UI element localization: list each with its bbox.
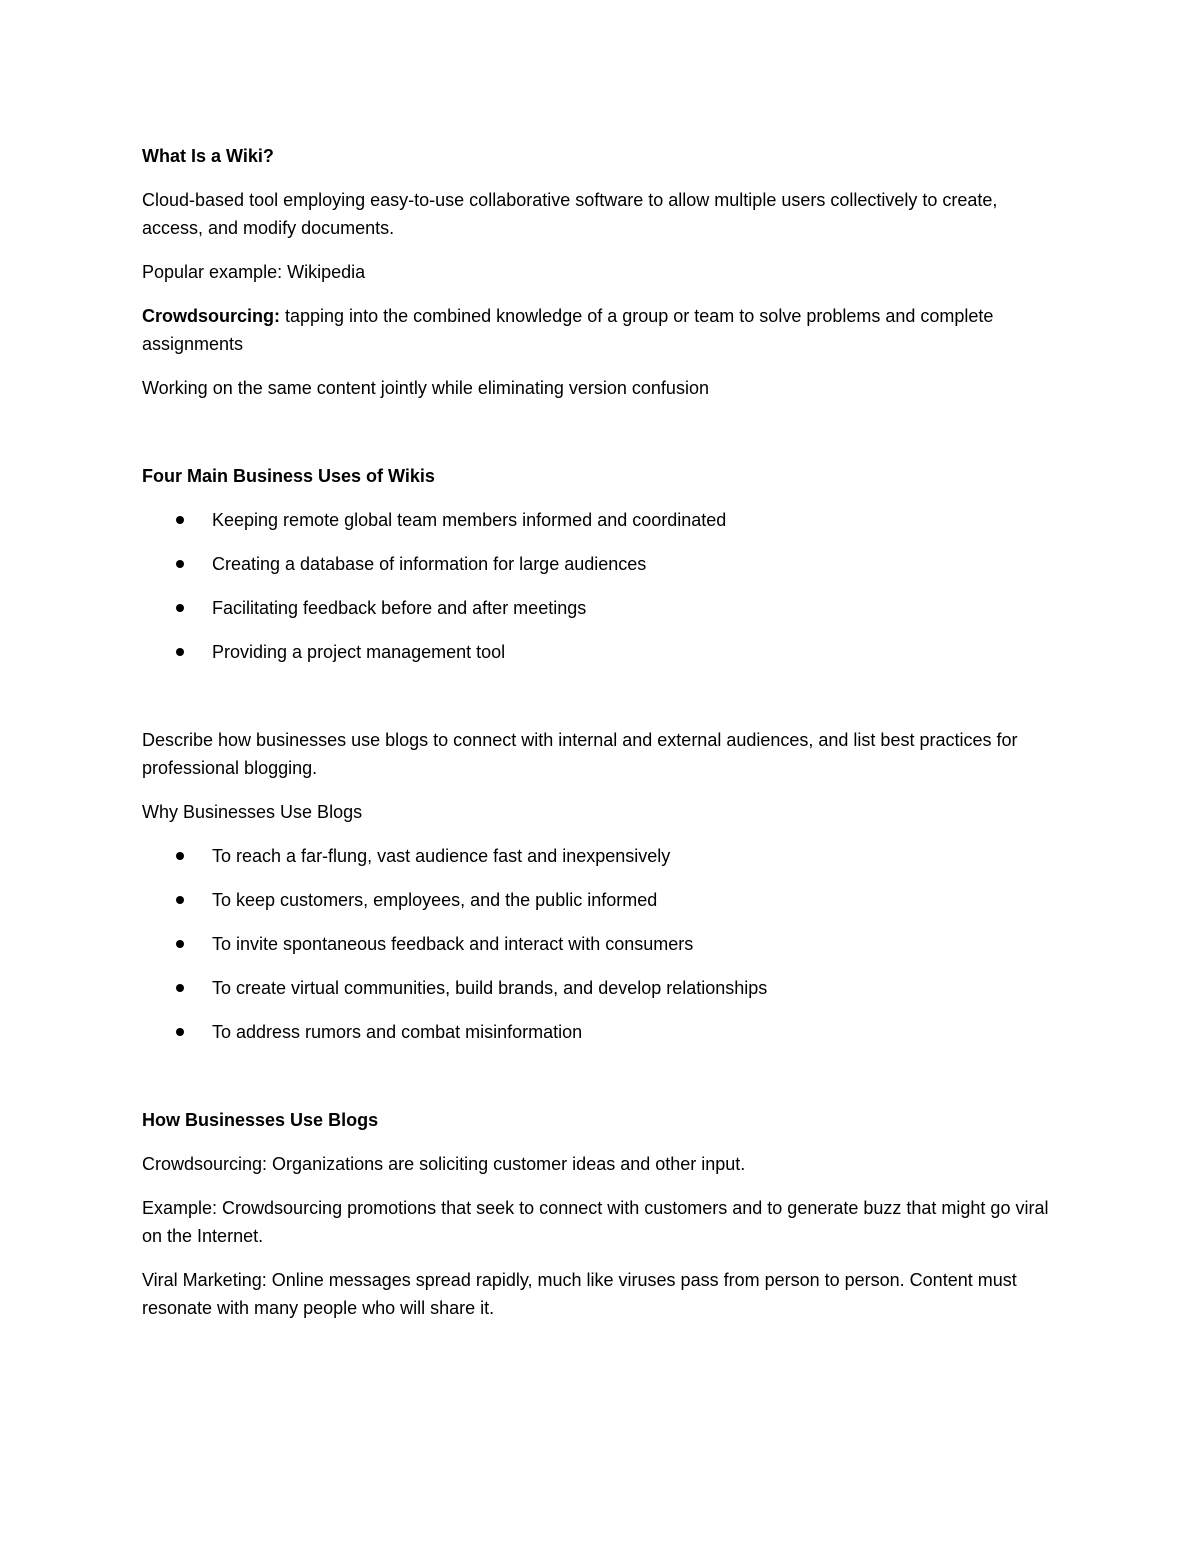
list-item: [142, 594, 1062, 622]
list-item-text: To keep customers, employees, and the public informed: [212, 890, 658, 910]
list-item-text: Facilitating feedback before and after meetings: [212, 598, 587, 618]
crowdsourcing-definition: tapping into the combined knowledge of a group or team to solve problems and complete assignments: [142, 306, 994, 354]
list-item: [142, 930, 1062, 958]
list-item-text: Creating a database of information for large audiences: [212, 554, 647, 574]
list-item-text: Providing a project management tool: [212, 642, 506, 662]
bullet-icon: [176, 560, 184, 568]
wiki-definition: Cloud-based tool employing easy-to-use collaborative software to allow multiple users collectively to create, access, and modify documents.: [142, 190, 998, 238]
bullet-icon: [176, 1028, 184, 1036]
why-blogs-list: [142, 842, 1062, 1046]
list-item-text: Keeping remote global team members informed and coordinated: [212, 510, 727, 530]
bullet-icon: [176, 852, 184, 860]
list-item-text: To invite spontaneous feedback and interact with consumers: [212, 934, 694, 954]
bullet-icon: [176, 648, 184, 656]
crowdsourcing-term: Crowdsourcing:: [142, 306, 280, 326]
bullet-icon: [176, 896, 184, 904]
list-item: [142, 974, 1062, 1002]
list-item: [142, 638, 1062, 666]
list-item: [142, 1018, 1062, 1046]
section-spacer: [142, 1062, 1062, 1106]
blogs-intro: Describe how businesses use blogs to connect with internal and external audiences, and list best practices for professional blogging.: [142, 730, 1018, 778]
how-viral-marketing: Viral Marketing: Online messages spread rapidly, much like viruses pass from person to person. Content must resonate with many people who will share it.: [142, 1270, 1017, 1318]
list-item-text: To create virtual communities, build brands, and develop relationships: [212, 978, 768, 998]
crowdsourcing-paragraph: [142, 302, 1062, 358]
how-blogs-heading: How Businesses Use Blogs: [142, 1110, 379, 1130]
how-example: Example: Crowdsourcing promotions that seek to connect with customers and to generate buzz that might go viral on the Internet.: [142, 1198, 1049, 1246]
how-crowdsourcing: Crowdsourcing: Organizations are soliciting customer ideas and other input.: [142, 1154, 746, 1174]
section-spacer: [142, 682, 1062, 726]
list-item: [142, 886, 1062, 914]
bullet-icon: [176, 604, 184, 612]
why-blogs-heading: Why Businesses Use Blogs: [142, 802, 363, 822]
list-item-text: To reach a far-flung, vast audience fast and inexpensively: [212, 846, 671, 866]
wiki-example: Popular example: Wikipedia: [142, 262, 366, 282]
wiki-working: Working on the same content jointly while eliminating version confusion: [142, 378, 709, 398]
uses-heading: Four Main Business Uses of Wikis: [142, 466, 435, 486]
bullet-icon: [176, 516, 184, 524]
wiki-heading: What Is a Wiki?: [142, 146, 274, 166]
list-item-text: To address rumors and combat misinformation: [212, 1022, 583, 1042]
bullet-icon: [176, 984, 184, 992]
bullet-icon: [176, 940, 184, 948]
section-spacer: [142, 418, 1062, 462]
list-item: [142, 506, 1062, 534]
list-item: [142, 842, 1062, 870]
list-item: [142, 550, 1062, 578]
document-page: [142, 142, 1062, 1338]
uses-list: [142, 506, 1062, 666]
